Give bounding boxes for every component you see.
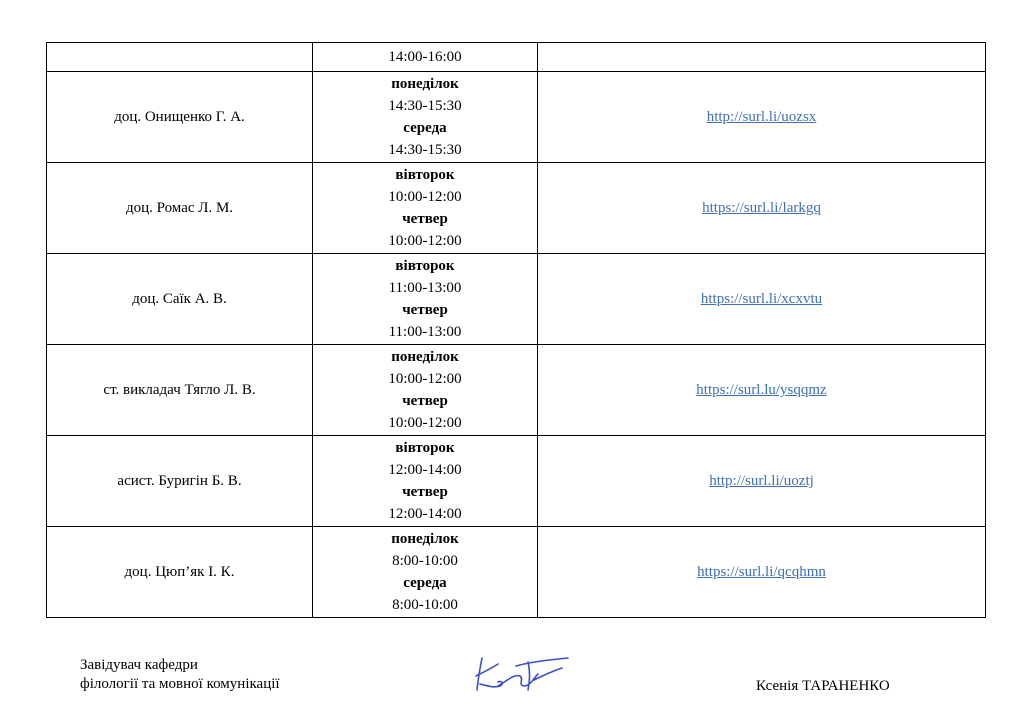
weekday-label: вівторок bbox=[395, 440, 455, 456]
time-range: 10:00-12:00 bbox=[388, 189, 462, 205]
schedule-cell bbox=[313, 345, 538, 436]
teacher-cell: доц. Цюп’як І. К. bbox=[47, 527, 313, 618]
weekday-label: четвер bbox=[402, 393, 448, 409]
weekday-label: четвер bbox=[402, 302, 448, 318]
time-range: 10:00-12:00 bbox=[388, 415, 462, 431]
teacher-cell: ст. викладач Тягло Л. В. bbox=[47, 345, 313, 436]
department-head-title bbox=[80, 656, 280, 694]
weekday-label: четвер bbox=[402, 211, 448, 227]
department-line: філології та мовної комунікації bbox=[80, 676, 280, 692]
link-cell bbox=[538, 436, 986, 527]
weekday-label: вівторок bbox=[395, 167, 455, 183]
weekday-label: понеділок bbox=[391, 76, 459, 92]
link-cell bbox=[538, 163, 986, 254]
table-row bbox=[47, 254, 986, 345]
time-range: 14:30-15:30 bbox=[388, 98, 462, 114]
link-cell bbox=[538, 527, 986, 618]
schedule-cell bbox=[313, 72, 538, 163]
schedule-cell: 14:00-16:00 bbox=[313, 43, 538, 72]
position-line: Завідувач кафедри bbox=[80, 657, 198, 673]
weekday-label: четвер bbox=[402, 484, 448, 500]
signature-icon bbox=[468, 646, 578, 698]
teacher-cell: доц. Саїк А. В. bbox=[47, 254, 313, 345]
meeting-link[interactable]: https://surl.li/xcxvtu bbox=[700, 291, 823, 307]
teacher-cell bbox=[47, 43, 313, 72]
weekday-label: середа bbox=[403, 120, 447, 136]
meeting-link[interactable]: http://surl.li/uoztj bbox=[709, 473, 814, 489]
weekday-label: понеділок bbox=[391, 531, 459, 547]
teacher-cell: асист. Буригін Б. В. bbox=[47, 436, 313, 527]
weekday-label: середа bbox=[403, 575, 447, 591]
table-row bbox=[47, 163, 986, 254]
schedule-cell bbox=[313, 436, 538, 527]
time-range: 10:00-12:00 bbox=[388, 371, 462, 387]
time-range: 12:00-14:00 bbox=[388, 506, 462, 522]
time-range: 11:00-13:00 bbox=[388, 324, 462, 340]
schedule-cell bbox=[313, 163, 538, 254]
meeting-link[interactable]: https://surl.li/larkgq bbox=[702, 200, 821, 216]
weekday-label: понеділок bbox=[391, 349, 459, 365]
meeting-link[interactable]: https://surl.li/qcqhmn bbox=[697, 564, 826, 580]
time-range: 8:00-10:00 bbox=[392, 553, 458, 569]
time-range: 8:00-10:00 bbox=[392, 597, 458, 613]
table-row bbox=[47, 436, 986, 527]
meeting-link[interactable]: https://surl.lu/ysqqmz bbox=[696, 382, 827, 398]
table-row bbox=[47, 527, 986, 618]
signatory-name: Ксенія ТАРАНЕНКО bbox=[756, 678, 890, 694]
time-range: 10:00-12:00 bbox=[388, 233, 462, 249]
link-cell bbox=[538, 72, 986, 163]
table-row bbox=[47, 345, 986, 436]
link-cell bbox=[538, 43, 986, 72]
time-range: 14:30-15:30 bbox=[388, 142, 462, 158]
meeting-link[interactable]: http://surl.li/uozsx bbox=[706, 109, 817, 125]
link-cell bbox=[538, 345, 986, 436]
time-range: 12:00-14:00 bbox=[388, 462, 462, 478]
link-cell bbox=[538, 254, 986, 345]
time-range: 11:00-13:00 bbox=[388, 280, 462, 296]
schedule-cell bbox=[313, 527, 538, 618]
table-row bbox=[47, 43, 986, 72]
table-row bbox=[47, 72, 986, 163]
weekday-label: вівторок bbox=[395, 258, 455, 274]
teacher-cell: доц. Ромас Л. М. bbox=[47, 163, 313, 254]
teacher-cell: доц. Онищенко Г. А. bbox=[47, 72, 313, 163]
schedule-cell bbox=[313, 254, 538, 345]
schedule-table bbox=[46, 42, 986, 618]
